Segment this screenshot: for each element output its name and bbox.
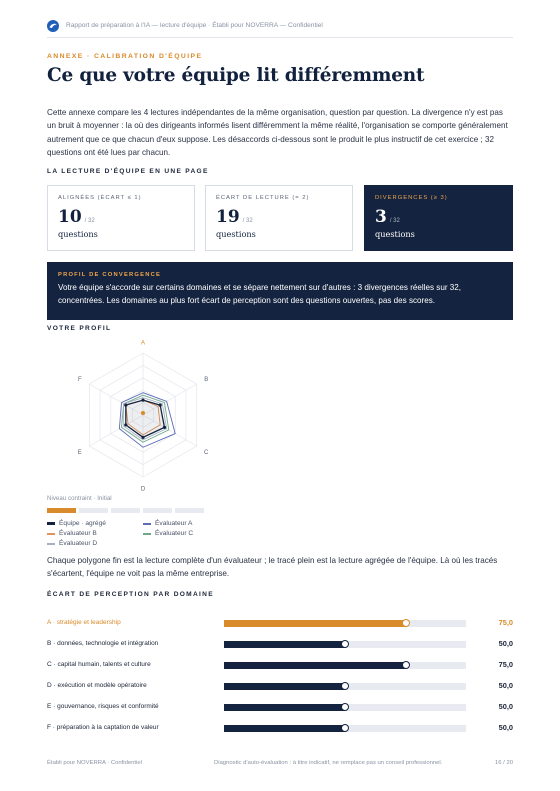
domain-label: B · données, technologie et intégration [47, 640, 159, 647]
intro-paragraph: Cette annexe compare les 4 lectures indépendantes de la même organisation, question par question. La divergence n'y est pas un bruit à moyenner : la où des dirigeants informés lisent différemment la même réalité, l'organisation se comporte généralement autrement que ce que chacun d'eux suppose. Les désaccords ci-dessous sont le produit le plus instructif de cet exercice ; 32 questions ont été lues par chacun. [47, 108, 508, 158]
domain-bar [224, 683, 345, 690]
divergence-card [364, 185, 513, 251]
domain-value: 50,0 [498, 723, 513, 732]
level-segment [175, 508, 204, 513]
radar-axis-label: F [77, 377, 82, 383]
legend-item [47, 530, 97, 537]
domain-row [47, 722, 513, 736]
domain-row [47, 638, 513, 652]
radar-axis-label: D [140, 486, 146, 493]
card-denominator: / 32 [242, 218, 253, 224]
banner-text: Votre équipe s'accorde sur certains domaines et se sépare nettement sur d'autres : 3 divergences réelles sur 32, concentrées. Les domaines au plus fort écart de perception sont des questions ouvertes, pas des scores. [58, 283, 462, 305]
radar-point [163, 426, 166, 429]
summary-heading: LA LECTURE D'ÉQUIPE EN UNE PAGE [47, 168, 209, 175]
domain-track [224, 641, 466, 648]
legend-swatch [47, 543, 55, 545]
domain-marker [402, 661, 410, 669]
convergence-banner [47, 262, 513, 320]
legend-item [143, 530, 193, 537]
header-text: Rapport de préparation à l'IA — lecture d'équipe · Établi pour NOVERRA — Confidentiel [66, 22, 323, 29]
domain-track [224, 620, 466, 627]
profile-heading: VOTRE PROFIL [47, 325, 112, 332]
card-value: 10 / 32 [58, 207, 95, 227]
legend-swatch [47, 533, 55, 535]
domain-bar [224, 662, 406, 669]
radar-point [124, 423, 127, 426]
domain-bar [224, 704, 345, 711]
radar-caption: Chaque polygone fin est la lecture complète d'un évaluateur ; le tracé plein est la lecture agrégée de l'équipe. Là où les tracés s'écartent, l'équipe ne voit pas la même entreprise. [47, 556, 498, 578]
domain-marker [341, 703, 349, 711]
reading-gap-card [205, 185, 353, 251]
domain-value: 50,0 [498, 681, 513, 690]
radar-axis-label: A [140, 340, 146, 347]
domain-row [47, 617, 513, 631]
card-value: 3 / 32 [375, 207, 400, 227]
legend-label: Équipe · agrégé [59, 520, 106, 527]
level-scale [47, 508, 204, 513]
footer-disclaimer: Diagnostic d'auto-évaluation : à titre indicatif, ne remplace pas un conseil professionnel. [214, 760, 443, 766]
level-segment [111, 508, 140, 513]
radar-axis-label: E [77, 450, 82, 456]
domain-track [224, 725, 466, 732]
legend-label: Évaluateur D [59, 540, 98, 547]
domain-label: E · gouvernance, risques et conformité [47, 703, 159, 710]
level-segment [143, 508, 172, 513]
card-denominator: / 32 [389, 218, 400, 224]
domain-label: D · exécution et modèle opératoire [47, 682, 147, 689]
domain-row [47, 659, 513, 673]
domain-label: F · préparation à la captation de valeur [47, 724, 159, 731]
radar-point [141, 436, 144, 439]
level-segment [79, 508, 108, 513]
page-title: Ce que votre équipe lit différemment [47, 65, 425, 86]
domain-gap-heading: ÉCART DE PERCEPTION PAR DOMAINE [47, 591, 214, 598]
card-label: ÉCART DE LECTURE (= 2) [216, 195, 310, 201]
banner-label: PROFIL DE CONVERGENCE [58, 272, 162, 278]
legend-item [47, 520, 106, 527]
card-label: ALIGNÉES (ÉCART ≤ 1) [58, 195, 142, 201]
page-footer [47, 757, 513, 771]
domain-value: 50,0 [498, 702, 513, 711]
domain-bar [224, 641, 345, 648]
domain-bar [224, 725, 345, 732]
radar-point [124, 403, 127, 406]
radar-chart [47, 336, 247, 496]
legend-swatch [47, 522, 55, 525]
legend-label: Évaluateur C [155, 530, 194, 537]
domain-value: 50,0 [498, 639, 513, 648]
domain-marker [341, 724, 349, 732]
domain-bar [224, 620, 406, 627]
legend-label: Évaluateur A [155, 520, 193, 527]
card-label: DIVERGENCES (≥ 3) [375, 195, 448, 201]
domain-marker [402, 619, 410, 627]
page-header [47, 14, 513, 38]
card-unit: questions [216, 229, 256, 239]
domain-row [47, 701, 513, 715]
legend-item [143, 520, 192, 527]
footer-left: Établi pour NOVERRA · Confidentiel [47, 760, 142, 766]
domain-label: A · stratégie et leadership [47, 619, 121, 626]
legend-swatch [143, 523, 151, 525]
radar-center-dot [141, 411, 145, 415]
domain-value: 75,0 [498, 660, 513, 669]
card-value: 19 / 32 [216, 207, 253, 227]
radar-point [141, 399, 144, 402]
legend-item [47, 540, 97, 547]
domain-track [224, 704, 466, 711]
domain-track [224, 683, 466, 690]
radar-axis-label: C [204, 450, 209, 456]
legend-label: Évaluateur B [59, 530, 97, 537]
swirl-logo-icon [47, 20, 59, 32]
domain-marker [341, 682, 349, 690]
section-eyebrow: ANNEXE · CALIBRATION D'ÉQUIPE [47, 53, 203, 60]
page-number: 16 / 20 [494, 760, 513, 766]
domain-track [224, 662, 466, 669]
domain-marker [341, 640, 349, 648]
domain-value: 75,0 [498, 618, 513, 627]
legend-swatch [143, 533, 151, 535]
radar-point [159, 403, 162, 406]
level-segment [47, 508, 76, 513]
card-denominator: / 32 [84, 218, 95, 224]
aligned-card [47, 185, 195, 251]
card-unit: questions [58, 229, 98, 239]
level-label: Niveau contraint · Initial [47, 495, 112, 502]
radar-axis-label: B [204, 377, 209, 383]
domain-label: C · capital humain, talents et culture [47, 661, 151, 668]
card-unit: questions [375, 229, 415, 239]
domain-row [47, 680, 513, 694]
